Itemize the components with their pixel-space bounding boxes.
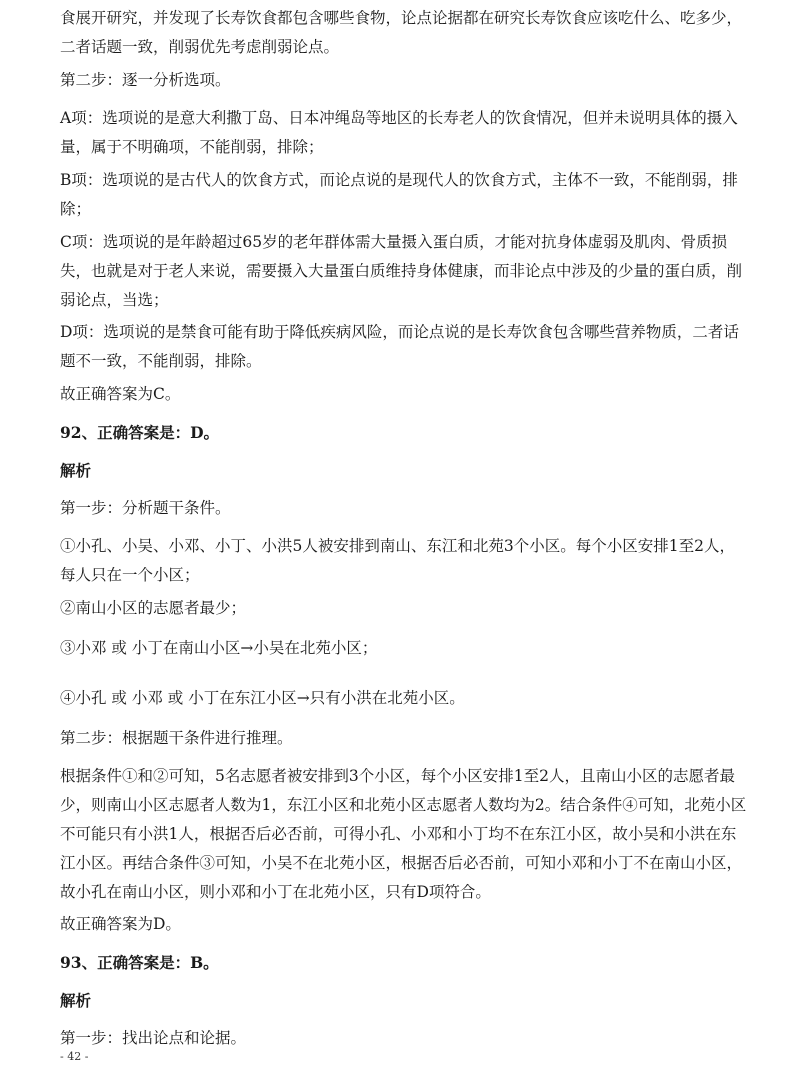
paragraph-option-d: D项：选项说的是禁食可能有助于降低疾病风险，而论点说的是长寿饮食包含哪些营养物质，二者话题不一致，不能削弱，排除。	[60, 323, 739, 370]
paragraph-condition-2: ②南山小区的志愿者最少；	[60, 599, 247, 617]
paragraph-answer-92: 故正确答案为D。	[60, 915, 181, 933]
paragraph-intro-continuation: 食展开研究，并发现了长寿饮食都包含哪些食物，论点论据都在研究长寿饮食应该吃什么、吃多少，二者话题一致，削弱优先考虑削弱论点。	[60, 9, 743, 56]
paragraph-step1-conditions: 第一步：分析题干条件。	[60, 499, 231, 517]
paragraph-step2-reasoning: 第二步：根据题干条件进行推理。	[60, 729, 293, 747]
analysis-heading-93: 解析	[60, 991, 92, 1010]
question-93-heading: 93、正确答案是：B。	[60, 953, 219, 972]
paragraph-reasoning-body: 根据条件①和②可知，5名志愿者被安排到3个小区，每个小区安排1至2人，且南山小区的志愿者最少，则南山小区志愿者人数为1，东江小区和北苑小区志愿者人数均为2。结合条件④可知，北苑小区不可能只有小洪1人，根据否后必否前，可得小孔、小邓和小丁均不在东江小区，故小吴和小洪在东江小区。再结合条件③可知，小吴不在北苑小区，根据否后必否前，可知小邓和小丁不在南山小区，故小孔在南山小区，则小邓和小丁在北苑小区，只有D项符合。	[60, 767, 747, 901]
paragraph-condition-3: ③小邓 或 小丁在南山小区→小吴在北苑小区；	[60, 639, 378, 657]
paragraph-condition-1: ①小孔、小吴、小邓、小丁、小洪5人被安排到南山、东江和北苑3个小区。每个小区安排1至2人，每人只在一个小区；	[60, 537, 735, 584]
paragraph-option-b: B项：选项说的是古代人的饮食方式，而论点说的是现代人的饮食方式，主体不一致，不能削弱，排除；	[60, 171, 738, 218]
question-92-heading: 92、正确答案是：D。	[60, 423, 220, 442]
paragraph-condition-4: ④小孔 或 小邓 或 小丁在东江小区→只有小洪在北苑小区。	[60, 689, 465, 707]
paragraph-option-a: A项：选项说的是意大利撒丁岛、日本冲绳岛等地区的长寿老人的饮食情况，但并未说明具体的摄入量，属于不明确项，不能削弱，排除；	[60, 109, 738, 156]
paragraph-step2-heading: 第二步：逐一分析选项。	[60, 71, 231, 89]
paragraph-answer-91: 故正确答案为C。	[60, 385, 181, 403]
paragraph-option-c: C项：选项说的是年龄超过65岁的老年群体需大量摄入蛋白质，才能对抗身体虚弱及肌肉、骨质损失，也就是对于老人来说，需要摄入大量蛋白质维持身体健康，而非论点中涉及的少量的蛋白质，削弱论点，当选；	[60, 233, 743, 309]
paragraph-step1-argument: 第一步：找出论点和论据。	[60, 1029, 247, 1047]
analysis-heading-92: 解析	[60, 461, 92, 480]
page-number: - 42 -	[60, 1050, 89, 1063]
